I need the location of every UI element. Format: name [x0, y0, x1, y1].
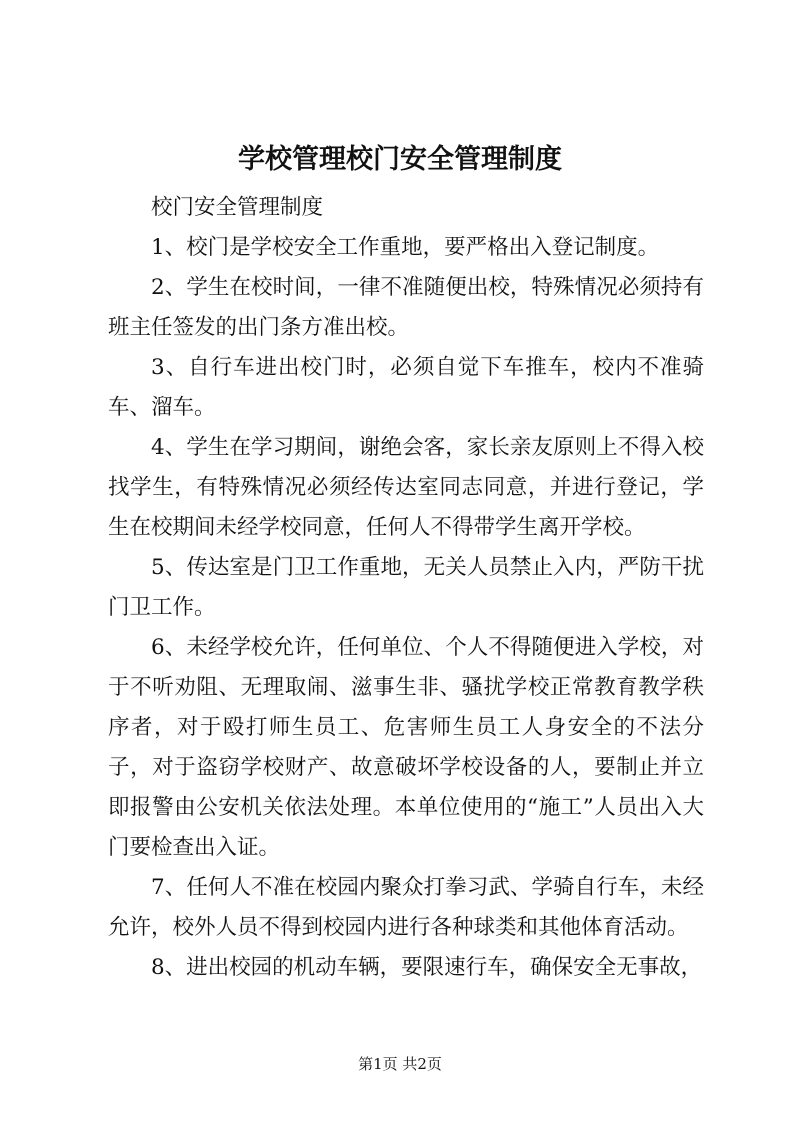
document-body	[108, 188, 704, 988]
page-footer: 第1页 共2页	[358, 1055, 442, 1073]
rule-paragraph-7: 7、任何人不准在校园内聚众打拳习武、学骑自行车，未经允许，校外人员不得到校园内进行各种球类和其他体育活动。	[108, 875, 704, 940]
rule-paragraph-6: 6、未经学校允许，任何单位、个人不得随便进入学校，对于不听劝阻、无理取闹、滋事生非、骚扰学校正常教育教学秩序者，对于殴打师生员工、危害师生员工人身安全的不法分子，对于盗窃学校财产、故意破坏学校设备的人，要制止并立即报警由公安机关依法处理。本单位使用的“施工”人员出入大门要检查出入证。	[108, 635, 704, 860]
rule-paragraph-1: 1、校门是学校安全工作重地，要严格出入登记制度。	[151, 235, 660, 260]
section-heading: 校门安全管理制度	[151, 195, 324, 220]
rule-paragraph-3: 3、自行车进出校门时，必须自觉下车推车，校内不准骑车、溜车。	[108, 355, 704, 420]
rule-paragraph-4: 4、学生在学习期间，谢绝会客，家长亲友原则上不得入校找学生，有特殊情况必须经传达室同志同意，并进行登记，学生在校期间未经学校同意，任何人不得带学生离开学校。	[108, 435, 704, 540]
rule-paragraph-8: 8、进出校园的机动车辆，要限速行车，确保安全无事故，	[151, 955, 703, 980]
rule-paragraph-2: 2、学生在校时间，一律不准随便出校，特殊情况必须持有班主任签发的出门条方准出校。	[108, 275, 704, 340]
rule-paragraph-5: 5、传达室是门卫工作重地，无关人员禁止入内，严防干扰门卫工作。	[108, 555, 704, 620]
document-title: 学校管理校门安全管理制度	[238, 144, 562, 175]
